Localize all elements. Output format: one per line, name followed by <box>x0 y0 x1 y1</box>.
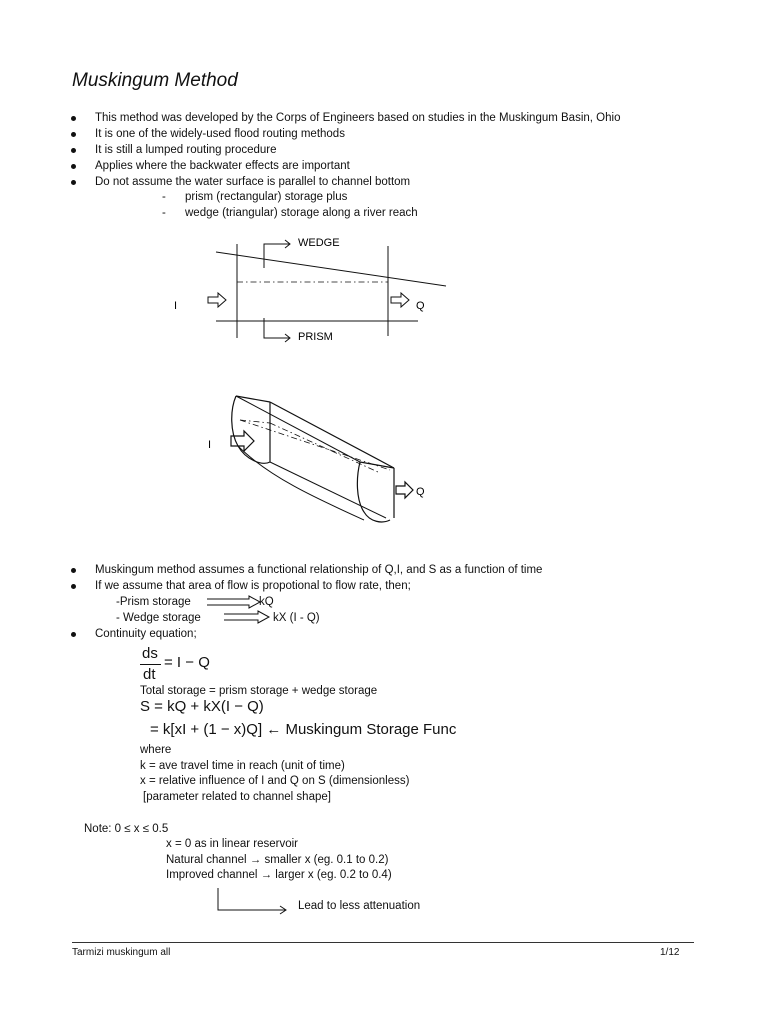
wedge-storage-label: - Wedge storage <box>116 612 201 624</box>
bullet-item: It is still a lumped routing procedure <box>95 142 277 158</box>
x-definition: x = relative influence of I and Q on S (dimensionless) <box>140 775 410 787</box>
bullet-item: This method was developed by the Corps of Engineers based on studies in the Muskingum Basin, Ohio <box>95 110 620 126</box>
bullet-icon <box>71 116 76 121</box>
lead-text: Lead to less attenuation <box>298 900 421 912</box>
where-label: where <box>140 744 172 756</box>
sub-dash: - <box>162 191 166 203</box>
bullet-icon <box>71 632 76 637</box>
storage-equation: S = kQ + kX(I − Q) <box>140 698 264 715</box>
page-title: Muskingum Method <box>72 70 238 91</box>
inflow-arrow-icon <box>208 293 226 307</box>
note-label: Note: 0 ≤ x ≤ 0.5 <box>84 823 169 835</box>
prism-storage-label: -Prism storage <box>116 596 191 608</box>
lead-arrow-icon <box>214 886 294 916</box>
bullet-item: Continuity equation; <box>95 626 197 642</box>
bullet-item: Applies where the backwater effects are important <box>95 158 350 174</box>
channel-3d-diagram <box>200 388 440 530</box>
bullet-item: If we assume that area of flow is propotional to flow rate, then; <box>95 578 411 594</box>
bullet-icon <box>71 148 76 153</box>
k-definition: k = ave travel time in reach (unit of time) <box>140 760 345 772</box>
note-line-3: Improved channel → larger x (eg. 0.2 to 0.4) <box>166 869 392 881</box>
prism-storage-value: kQ <box>259 596 274 608</box>
outflow-label: Q <box>416 300 425 312</box>
sub-item-wedge: wedge (triangular) storage along a river reach <box>185 207 418 219</box>
eq-dt: dt <box>143 666 156 683</box>
bullet-icon <box>71 584 76 589</box>
eq-ds: ds <box>142 645 158 662</box>
inflow-arrow-icon <box>231 431 254 451</box>
prism-label: PRISM <box>298 331 333 343</box>
inflow-label: I <box>208 439 212 451</box>
outflow-arrow-icon <box>396 482 413 498</box>
muskingum-storage-function: = k[xI + (1 − x)Q] ← Muskingum Storage Func <box>150 721 457 738</box>
parameter-note: [parameter related to channel shape] <box>143 791 331 803</box>
footer-left: Tarmizi muskingum all <box>72 947 171 958</box>
wedge-label: WEDGE <box>298 237 340 249</box>
eq-continuity-rhs: = I − Q <box>164 654 210 671</box>
footer-divider <box>72 942 694 943</box>
note-line-1: x = 0 as in linear reservoir <box>166 838 298 850</box>
double-arrow-icon <box>222 610 274 624</box>
bullet-icon <box>71 180 76 185</box>
total-storage-text: Total storage = prism storage + wedge storage <box>140 685 378 697</box>
wedge-storage-value: kX (I - Q) <box>273 612 320 624</box>
bullet-icon <box>71 132 76 137</box>
bullet-item: It is one of the widely-used flood routing methods <box>95 126 345 142</box>
note-line-2: Natural channel → smaller x (eg. 0.1 to 0.2) <box>166 854 389 866</box>
fraction-bar <box>140 664 161 665</box>
prism-wedge-diagram <box>160 228 460 358</box>
bullet-icon <box>71 568 76 573</box>
sub-dash: - <box>162 207 166 219</box>
bullet-icon <box>71 164 76 169</box>
bullet-item: Muskingum method assumes a functional relationship of Q,I, and S as a function of time <box>95 562 542 578</box>
inflow-label: I <box>174 300 178 312</box>
bullet-item: Do not assume the water surface is parallel to channel bottom <box>95 174 410 190</box>
double-arrow-icon <box>205 595 265 609</box>
outflow-label: Q <box>416 486 425 498</box>
sub-item-prism: prism (rectangular) storage plus <box>185 191 348 203</box>
page-number: 1/12 <box>660 947 680 958</box>
outflow-arrow-icon <box>391 293 409 307</box>
